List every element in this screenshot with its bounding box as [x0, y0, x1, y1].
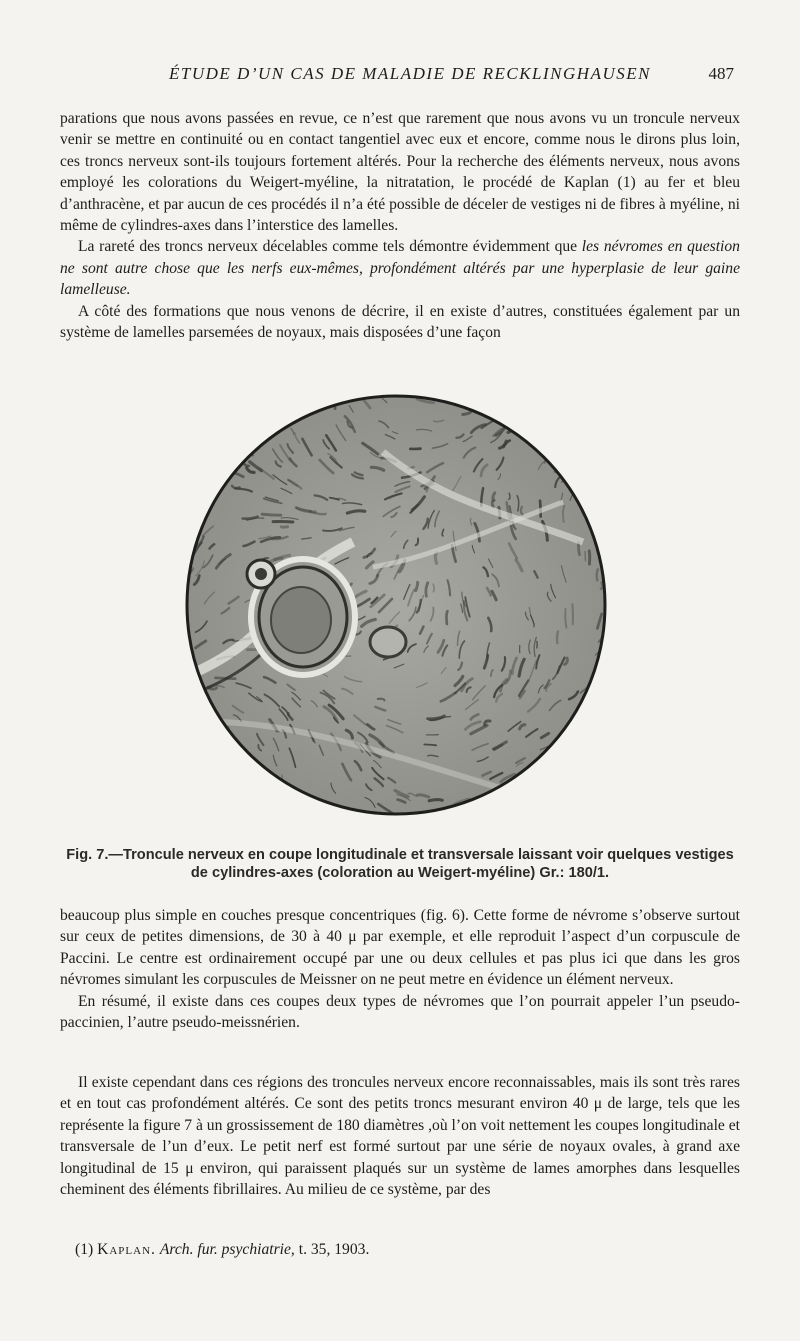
tissue-fiber — [578, 411, 592, 414]
tissue-fiber — [492, 501, 493, 507]
tissue-fiber — [191, 468, 201, 470]
tissue-fiber — [572, 398, 582, 401]
tissue-fiber — [240, 757, 247, 768]
tissue-fiber — [213, 485, 221, 487]
caption-line-2: de cylindres-axes (coloration au Weigert-myéline) Gr.: 180/1. — [190, 865, 610, 881]
tissue-fiber — [217, 787, 224, 794]
tissue-fiber — [229, 796, 233, 801]
tissue-fiber — [211, 792, 225, 804]
tissue-fiber — [597, 569, 598, 580]
tissue-fiber — [584, 451, 593, 456]
tissue-fiber — [218, 405, 230, 418]
tissue-fiber — [231, 800, 241, 812]
tissue-fiber — [270, 809, 277, 818]
page-number: 487 — [708, 64, 734, 83]
tissue-fiber — [243, 779, 250, 792]
tissue-fiber — [193, 434, 209, 440]
tissue-fiber — [185, 705, 198, 706]
tissue-fiber — [601, 583, 602, 589]
tissue-fiber — [538, 802, 545, 807]
footnote-author: Kaplan. — [97, 1241, 156, 1258]
tissue-fiber — [533, 774, 543, 779]
tissue-fiber — [188, 728, 197, 731]
footnote — [75, 1240, 735, 1260]
micrograph-figure — [183, 392, 609, 818]
tissue-fiber — [601, 758, 609, 760]
tissue-fiber — [596, 486, 605, 498]
tissue-fiber — [493, 493, 495, 500]
tissue-fiber — [566, 782, 574, 784]
tissue-fiber — [188, 739, 202, 744]
tissue-fiber — [596, 528, 598, 539]
tissue-fiber — [424, 744, 436, 745]
tissue-fiber — [587, 481, 594, 490]
tissue-fiber — [589, 551, 590, 564]
tissue-fiber — [602, 792, 609, 793]
tissue-fiber — [218, 744, 223, 749]
tissue-fiber — [553, 763, 568, 769]
tissue-fiber — [560, 432, 575, 441]
tissue-fiber — [524, 774, 538, 782]
paragraph-2 — [60, 236, 740, 300]
text-block-middle — [60, 905, 740, 1033]
tissue-fiber — [236, 782, 243, 793]
tissue-fiber — [192, 395, 198, 398]
tissue-fiber — [435, 553, 436, 563]
tissue-fiber — [254, 393, 261, 409]
tissue-fiber — [604, 399, 609, 401]
tissue-fiber — [595, 463, 604, 468]
tissue-fiber — [549, 440, 556, 445]
tissue-fiber — [581, 752, 599, 754]
tissue-fiber — [429, 800, 442, 801]
paragraph-5: En résumé, il existe dans ces coupes deux types de névromes que l’on pourrait appeler l’un pseudo-paccinien, l’autre pseudo-meissnérien. — [60, 992, 740, 1032]
tissue-fiber — [223, 470, 231, 473]
tissue-fiber — [252, 813, 260, 818]
tissue-fiber — [533, 787, 542, 792]
tissue-fiber — [216, 439, 223, 444]
running-head — [60, 64, 740, 88]
tissue-fiber — [591, 766, 605, 767]
tissue-fiber — [561, 447, 575, 461]
tissue-fiber — [518, 809, 524, 814]
tissue-fiber — [211, 771, 223, 782]
tissue-fiber — [600, 460, 609, 468]
tissue-fiber — [604, 793, 609, 795]
tissue-fiber — [553, 760, 564, 764]
tissue-fiber — [192, 801, 204, 806]
tissue-fiber — [225, 430, 232, 437]
tissue-fiber — [192, 769, 198, 772]
tissue-fiber — [266, 407, 271, 420]
tissue-fiber — [543, 769, 561, 777]
tissue-fiber — [227, 784, 238, 798]
tissue-fiber — [305, 795, 309, 805]
tissue-fiber — [557, 631, 558, 643]
tissue-fiber — [562, 409, 574, 413]
tissue-fiber — [537, 795, 551, 804]
paragraph-4: beaucoup plus simple en couches presque concentriques (fig. 6). Cette forme de névrome s’observe surtout sur ceux de petites dimensions, de 30 à 40 μ par exemple, et elle reproduit l’aspect d’un corpuscule de Paccini. Le centre est ordinairement occupé par une ou deux cellules et pas plus ici que dans les gros névromes simulant les corpuscules de Meissner on ne peut metre en évidence un élément nerveux. — [60, 907, 740, 989]
tissue-fiber — [603, 516, 609, 534]
tissue-fiber — [207, 724, 218, 730]
tissue-fiber — [601, 672, 609, 682]
text-block-top — [60, 108, 740, 343]
footnote-journal: Arch. fur. psychiatrie, — [159, 1241, 295, 1258]
tissue-fiber — [210, 757, 225, 770]
tissue-fiber — [273, 421, 276, 427]
tissue-fiber — [553, 753, 562, 757]
tissue-fiber — [204, 397, 214, 405]
tissue-fiber — [246, 785, 249, 791]
tissue-fiber — [261, 796, 269, 813]
tissue-fiber — [593, 474, 607, 488]
tissue-fiber — [531, 433, 539, 440]
tissue-fiber — [525, 426, 539, 438]
tissue-fiber — [223, 449, 228, 452]
paragraph-1: parations que nous avons passées en revue, ce n’est que rarement que nous avons vu un troncule nerveux venir se mettre en continuité ou en contact tangentiel avec eux et encore, comme nous le dirons plus loin, ces troncs nerveux sont-ils toujours fortement altérés. Pour la recherche des éléments nerveux, nous avons employé les colorations du Weigert-myéline, la nitratation, le procédé de Kaplan (1) au fer et bleu d’anthracène, et par aucun de ces procédés il n’a été possible de déceler de vestiges ni de fibres à myéline, ni même de cylindres-axes dans l’interstice des lamelles. — [60, 110, 740, 235]
figure-caption — [60, 846, 740, 882]
tissue-fiber — [309, 813, 317, 818]
micrograph-image — [183, 392, 609, 818]
tissue-fiber — [257, 809, 267, 818]
footnote-reference: t. 35, 1903. — [298, 1241, 370, 1258]
tissue-fiber — [561, 792, 572, 796]
tissue-fiber — [297, 401, 299, 409]
tissue-fiber — [514, 780, 520, 784]
tissue-fiber — [196, 502, 207, 508]
tissue-fiber — [239, 811, 244, 817]
tissue-fiber — [285, 796, 288, 805]
tissue-fiber — [600, 782, 608, 783]
tissue-fiber — [585, 804, 598, 807]
tissue-fiber — [446, 611, 447, 624]
tissue-fiber — [187, 520, 192, 526]
tissue-fiber — [594, 395, 606, 396]
tissue-fiber — [585, 447, 599, 454]
tissue-fiber — [190, 408, 206, 416]
tissue-fiber — [584, 486, 592, 502]
tissue-fiber — [558, 801, 565, 805]
running-title: ÉTUDE D’UN CAS DE MALADIE DE RECKLINGHAUSEN — [169, 64, 651, 83]
tissue-fiber — [227, 795, 238, 808]
tissue-fiber — [588, 392, 598, 393]
paragraph-3: A côté des formations que nous venons de décrire, il en existe d’autres, constituées également par un système de lamelles parsemées de noyaux, mais disposées d’une façon — [60, 302, 740, 342]
caption-line-1: Fig. 7.—Troncule nerveux en coupe longitudinale et transversale laissant voir quelques vestiges — [66, 847, 734, 863]
paragraph-6: Il existe cependant dans ces régions des troncules nerveux encore reconnaissables, mais ils sont très rares et en tout cas profondément altérés. Ce sont des petits troncs mesurant environ 40 μ de large, tels que les représente la figure 7 à un grossissement de 180 diamètres ,où l’on voit nettement les coupes longitudinale et transversale de l’un d’eux. Le petit nerf est formé surtout par une série de noyaux ovales, à grand axe longitudinal de 15 μ environ, qui paraissent plaqués sur un système de lames amorphes dans lesquelles cheminent des éléments fibrillaires. Au milieu de ce système, par des — [60, 1074, 740, 1199]
text-block-bottom — [60, 1072, 740, 1200]
tissue-fiber — [193, 746, 202, 751]
footnote-marker: (1) — [75, 1241, 94, 1258]
tissue-fiber — [565, 609, 566, 628]
tissue-fiber — [595, 730, 610, 732]
tissue-fiber — [184, 475, 198, 479]
tissue-fiber — [185, 433, 199, 437]
tissue-fiber — [263, 420, 269, 433]
tissue-fiber — [203, 420, 219, 430]
paragraph-2-emphasis: les névromes en question ne sont autre chose que les nerfs eux-mêmes, profondément altérés par une hyperplasie de leur gaine lamelleuse. — [60, 238, 740, 299]
tissue-fiber — [433, 584, 434, 592]
tissue-fiber — [599, 798, 607, 799]
tissue-fiber — [262, 514, 281, 515]
tissue-fiber — [604, 727, 609, 729]
tissue-fiber — [575, 798, 582, 800]
tissue-fiber — [183, 466, 200, 469]
tissue-fiber — [191, 748, 205, 755]
tissue-fiber — [497, 803, 504, 808]
tissue-fiber — [234, 401, 243, 414]
paragraph-2-plain: La rareté des troncs nerveux décelables comme tels démontre évidemment que — [78, 238, 582, 256]
tissue-fiber — [183, 786, 197, 791]
tissue-fiber — [246, 780, 250, 787]
tissue-fiber — [523, 411, 534, 418]
tissue-fiber — [208, 411, 218, 419]
tissue-fiber — [256, 778, 263, 794]
tissue-fiber — [572, 604, 573, 624]
tissue-fiber — [201, 410, 217, 420]
tissue-fiber — [255, 408, 258, 415]
tissue-fiber — [286, 413, 289, 421]
tissue-fiber — [598, 778, 609, 780]
tissue-fiber — [513, 392, 526, 398]
tissue-fiber — [204, 792, 220, 803]
tissue-fiber — [220, 463, 228, 466]
tissue-fiber — [519, 781, 532, 789]
tissue-fiber — [214, 432, 230, 443]
tissue-fiber — [186, 728, 204, 733]
